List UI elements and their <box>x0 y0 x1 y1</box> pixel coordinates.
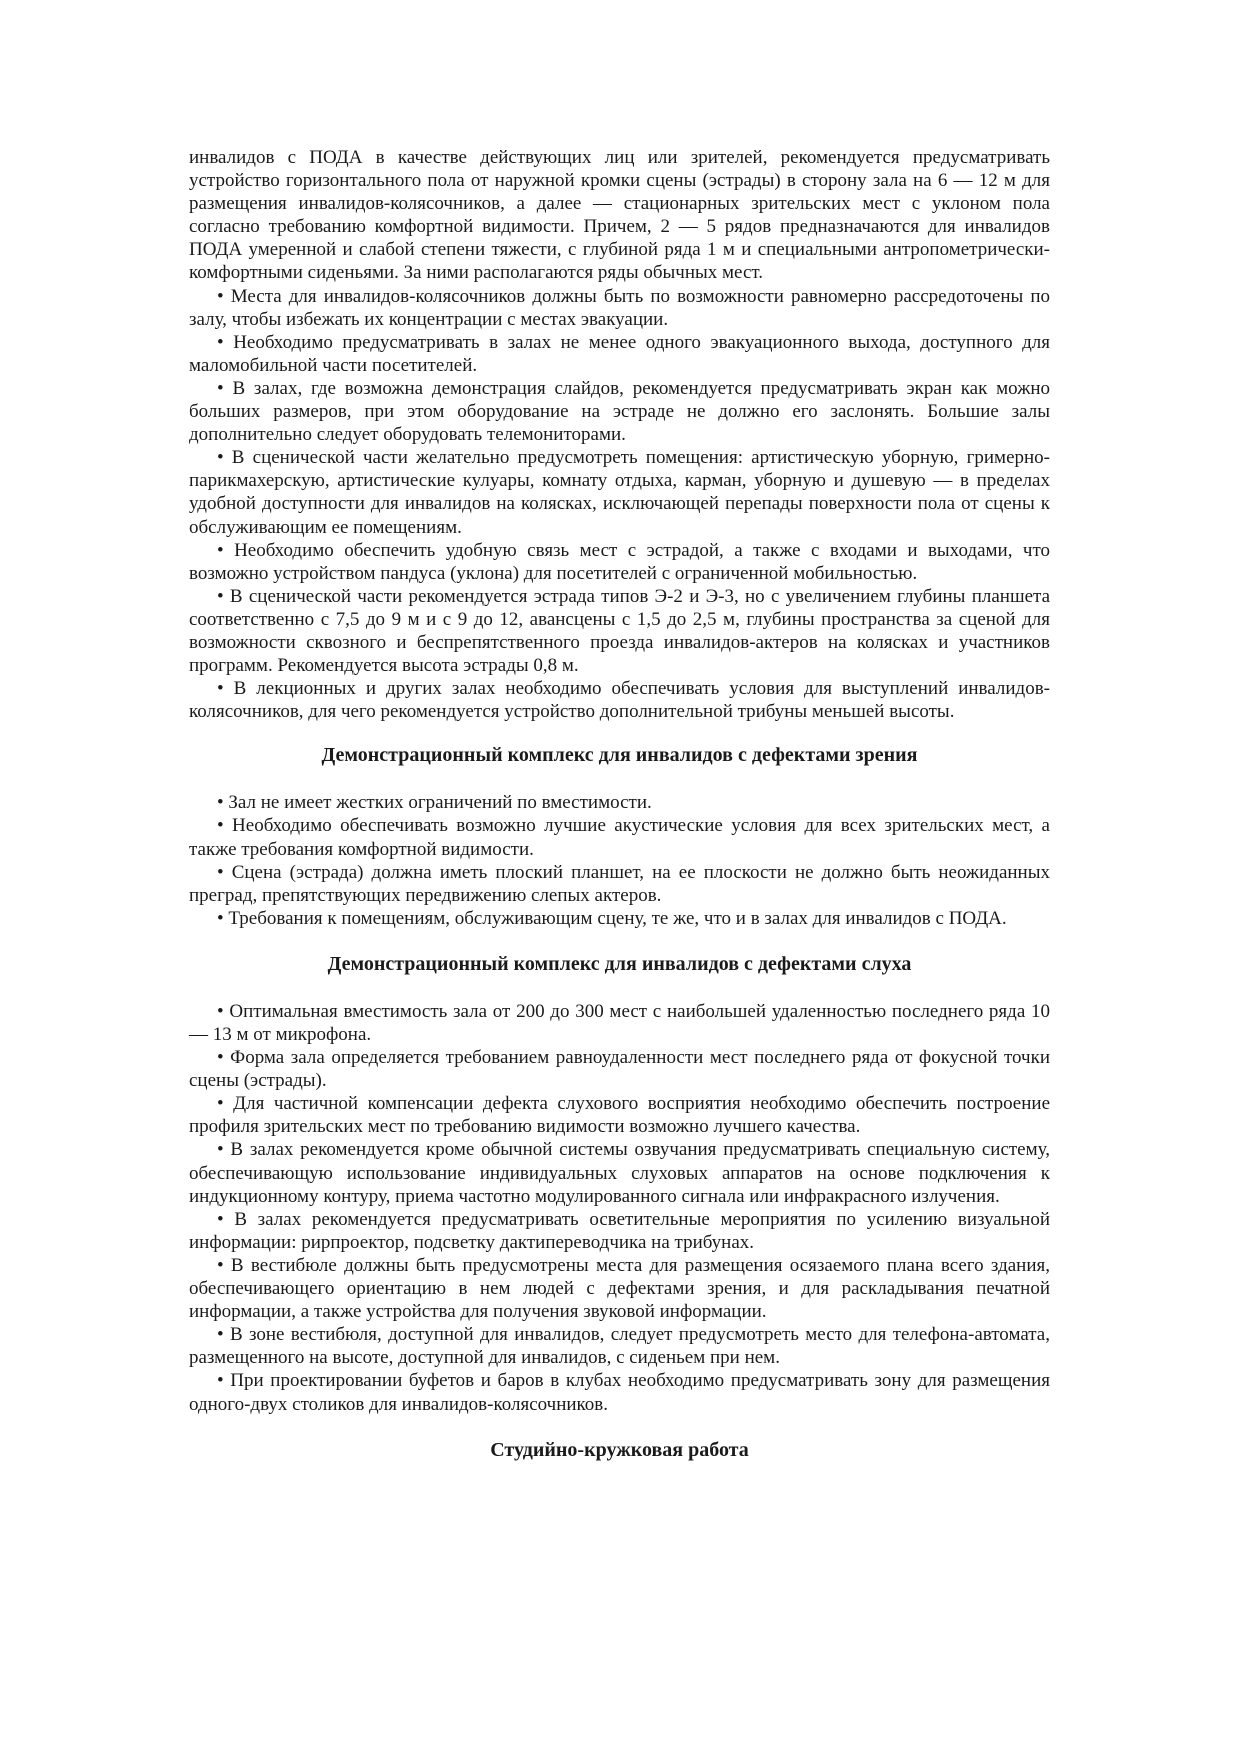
section-heading-studio: Студийно-кружковая работа <box>490 1438 749 1461</box>
hearing-bullet-3: • Для частичной компенсации дефекта слухового восприятия необходимо обеспечить построение профиля зрительских мест по требованию видимости возможно лучшего качества. <box>189 1093 1050 1138</box>
section-heading-vision: Демонстрационный комплекс для инвалидов с дефектами зрения <box>321 744 918 767</box>
vision-bullet-1: • Зал не имеет жестких ограничений по вместимости. <box>217 792 652 814</box>
intro-bullet-4: • В сценической части желательно предусмотреть помещения: артистическую уборную, гримерно-парикмахерскую, артистические кулуары, комнату отдыха, карман, уборную и душевую — в пределах удобной доступности для инвалидов на колясках, исключающей перепады поверхности пола от сцены к обслуживающим ее помещениям. <box>189 447 1050 538</box>
intro-bullet-7: • В лекционных и других залах необходимо обеспечивать условия для выступлений инвалидов-колясочников, для чего рекомендуется устройство дополнительной трибуны меньшей высоты. <box>189 678 1050 723</box>
intro-bullet-3: • В залах, где возможна демонстрация слайдов, рекомендуется предусматривать экран как можно больших размеров, при этом оборудование на эстраде не должно его заслонять. Большие залы дополнительно следует оборудовать телемониторами. <box>189 377 1050 446</box>
vision-bullet-2: • Необходимо обеспечивать возможно лучшие акустические условия для всех зрительских мест, а также требования комфортной видимости. <box>189 815 1050 860</box>
hearing-bullet-2: • Форма зала определяется требованием равноудаленности мест последнего ряда от фокусной точки сцены (эстрады). <box>189 1047 1050 1092</box>
hearing-bullet-8: • При проектировании буфетов и баров в клубах необходимо предусматривать зону для размещения одного-двух столиков для инвалидов-колясочников. <box>189 1370 1050 1415</box>
hearing-bullet-4: • В залах рекомендуется кроме обычной системы озвучания предусматривать специальную систему, обеспечивающую использование индивидуальных слуховых аппаратов на основе подключения к индукционному контуру, приема частотно модулированного сигнала или инфракрасного излучения. <box>189 1139 1050 1207</box>
hearing-bullet-1: • Оптимальная вместимость зала от 200 до 300 мест с наибольшей удаленностью последнего ряда 10 — 13 м от микрофона. <box>189 1000 1050 1045</box>
document-page <box>189 146 1050 1462</box>
intro-paragraph: инвалидов с ПОДА в качестве действующих лиц или зрителей, рекомендуется предусматривать устройство горизонтального пола от наружной кромки сцены (эстрады) в сторону зала на 6 — 12 м для размещения инвалидов-колясочников, а далее — стационарных зрительских мест с уклоном пола согласно требованию комфортной видимости. Причем, 2 — 5 рядов предназначаются для инвалидов ПОДА умеренной и слабой степени тяжести, с глубиной ряда 1 м и специальными антропометрически-комфортными сиденьями. За ними располагаются ряды обычных мест. <box>189 147 1050 284</box>
hearing-bullet-5: • В залах рекомендуется предусматривать осветительные мероприятия по усилению визуальной информации: рирпроектор, подсветку дактипереводчика на трибунах. <box>189 1208 1050 1253</box>
intro-bullet-5: • Необходимо обеспечить удобную связь мест с эстрадой, а также с входами и выходами, что возможно устройством пандуса (уклона) для посетителей с ограниченной мобильностью. <box>189 539 1050 584</box>
intro-bullet-1: • Места для инвалидов-колясочников должны быть по возможности равномерно рассредоточены по залу, чтобы избежать их концентрации с местах эвакуации. <box>189 285 1050 330</box>
section-heading-hearing: Демонстрационный комплекс для инвалидов с дефектами слуха <box>327 952 912 975</box>
vision-bullet-4: • Требования к помещениям, обслуживающим сцену, те же, что и в залах для инвалидов с ПОДА. <box>217 907 1007 929</box>
intro-bullet-6: • В сценической части рекомендуется эстрада типов Э-2 и Э-3, но с увеличением глубины планшета соответственно с 7,5 до 9 м и с 9 до 12, авансцены с 1,5 до 2,5 м, глубины пространства за сценой для возможности сквозного и беспрепятственного проезда инвалидов-актеров на колясках и участников программ. Рекомендуется высота эстрады 0,8 м. <box>189 585 1050 677</box>
intro-bullet-2: • Необходимо предусматривать в залах не менее одного эвакуационного выхода, доступного для маломобильной части посетителей. <box>189 331 1050 376</box>
hearing-bullet-7: • В зоне вестибюля, доступной для инвалидов, следует предусмотреть место для телефона-автомата, размещенного на высоте, доступной для инвалидов, с сиденьем при нем. <box>189 1324 1050 1369</box>
vision-bullet-3: • Сцена (эстрада) должна иметь плоский планшет, на ее плоскости не должно быть неожиданных преград, препятствующих передвижению слепых актеров. <box>189 861 1050 906</box>
hearing-bullet-6: • В вестибюле должны быть предусмотрены места для размещения осязаемого плана всего здания, обеспечивающего ориентацию в нем людей с дефектами зрения, и для раскладывания печатной информации, а также устройства для получения звуковой информации. <box>189 1254 1050 1323</box>
